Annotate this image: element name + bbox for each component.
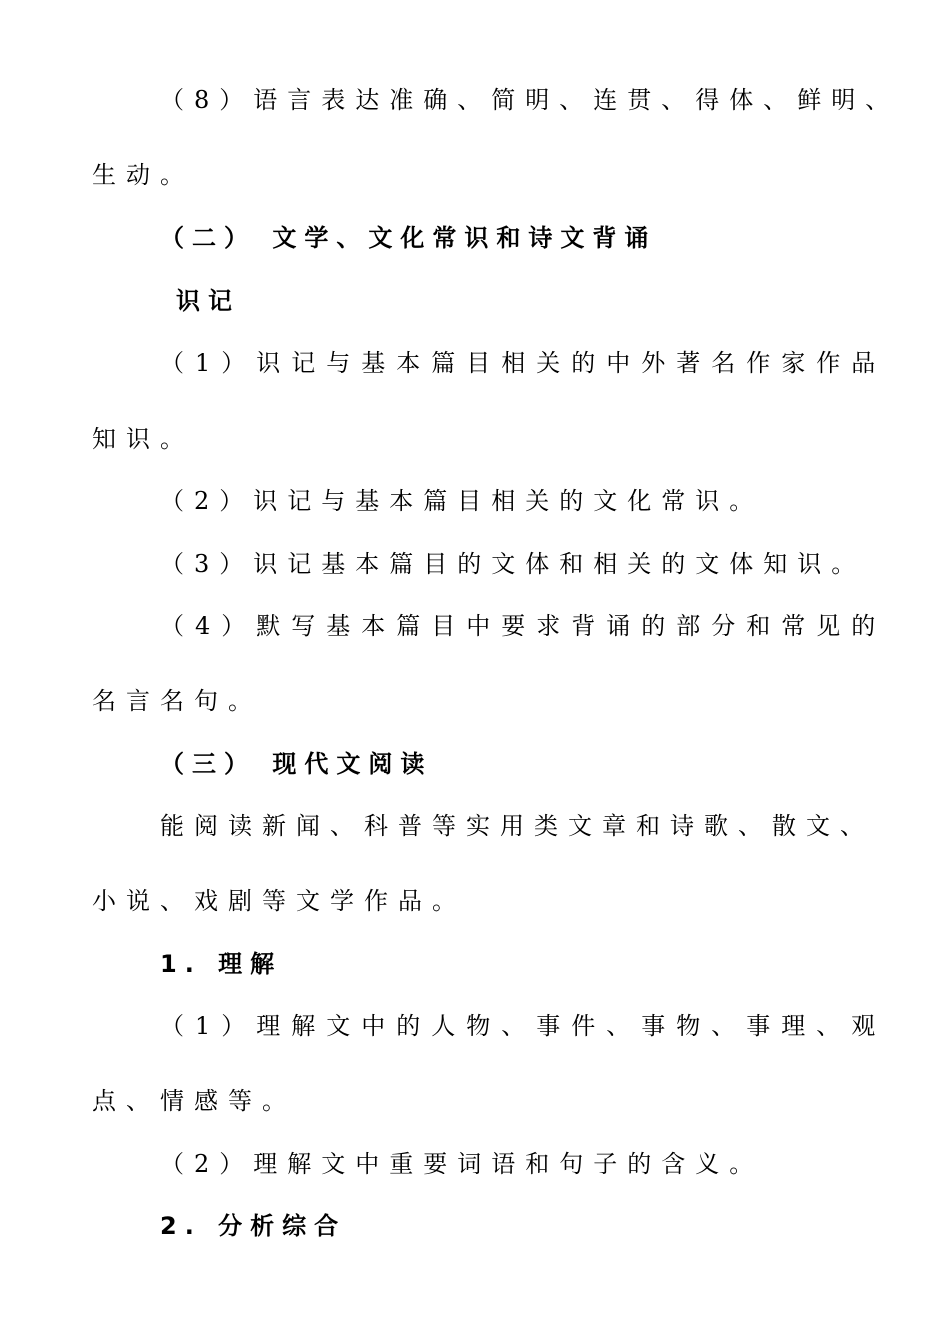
paragraph-line: 点、情感等。	[92, 1087, 296, 1115]
paragraph-line: 名言名句。	[92, 687, 262, 715]
paragraph-line: （2）理解文中重要词语和句子的含义。	[160, 1150, 764, 1178]
paragraph-line: 生动。	[92, 161, 194, 189]
paragraph-line: （2）识记与基本篇目相关的文化常识。	[160, 487, 764, 515]
section-heading: （三） 现代文阅读	[160, 750, 433, 778]
paragraph-line: 知识。	[92, 425, 194, 453]
paragraph-line: （3）识记基本篇目的文体和相关的文体知识。	[160, 550, 866, 578]
paragraph-line: （8）语言表达准确、简明、连贯、得体、鲜明、	[160, 86, 900, 114]
paragraph-line: 能阅读新闻、科普等实用类文章和诗歌、散文、	[160, 812, 874, 840]
paragraph-line: 小说、戏剧等文学作品。	[92, 887, 466, 915]
paragraph-line: （4）默写基本篇目中要求背诵的部分和常见的	[160, 612, 887, 640]
subsection-heading: 2. 分析综合	[160, 1212, 347, 1240]
subsection-heading: 1. 理解	[160, 950, 283, 978]
subsection-heading: 识记	[176, 287, 240, 315]
section-heading: （二） 文学、文化常识和诗文背诵	[160, 224, 657, 252]
paragraph-line: （1）识记与基本篇目相关的中外著名作家作品	[160, 349, 887, 377]
paragraph-line: （1）理解文中的人物、事件、事物、事理、观	[160, 1012, 887, 1040]
